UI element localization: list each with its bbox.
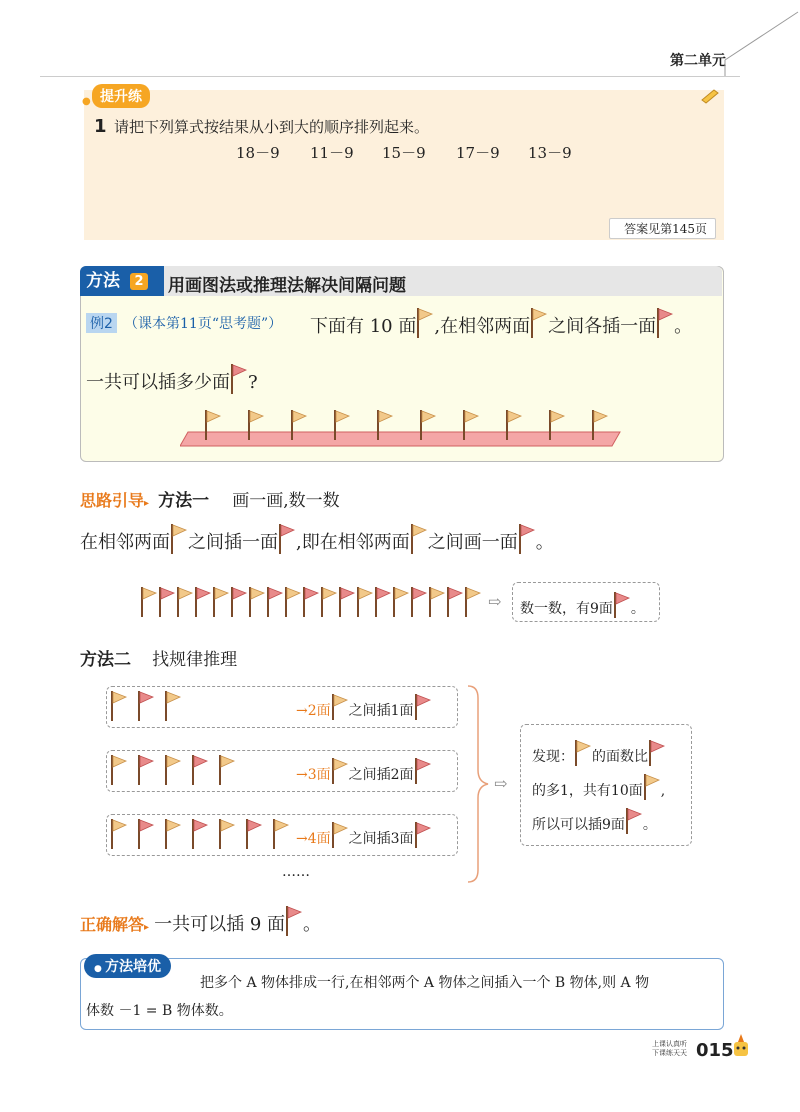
expression: 11－9 [310,144,354,162]
expression: 18－9 [236,144,280,162]
answer-reference[interactable]: 答案见第145页 [609,218,716,239]
method1-heading: 思路引导▸ 方法一 画一画,数一数 [80,491,340,511]
pattern-result-2 [296,758,432,784]
flag-icon [192,755,207,785]
method1-line [80,524,554,554]
finding-line-1 [532,740,666,766]
finding-text: , [660,783,666,799]
practice-badge: 提升练 [92,84,150,108]
unit-title: 第二单元 [670,53,726,69]
example-text: 之间各插一面 [548,316,657,337]
flag-icon [138,755,153,785]
example-text: ,在相邻两面 [434,316,531,337]
tip-label: ● 方法培优 [84,954,171,978]
page-number: 015 [696,1040,734,1061]
flag-icon [192,819,207,849]
example-line-2 [86,364,258,394]
flag-icon [285,906,303,936]
flag-icon [230,364,248,394]
flag-icon [357,587,372,617]
pattern-flags-3 [110,818,310,850]
flag-icon [613,592,631,618]
method2-heading [80,645,237,670]
flag-icon [414,694,432,720]
pattern-count: →4面 [296,831,331,847]
expression: 17－9 [456,144,500,162]
flag-icon [165,755,180,785]
flag-icon [465,587,480,617]
flag-icon [321,587,336,617]
flag-icon [249,587,264,617]
guide-text: 在相邻两面 [80,532,170,553]
flag-icon [416,308,434,338]
flag-icon [141,587,156,617]
question-text: 请把下列算式按结果从小到大的顺序排列起来。 [114,118,430,136]
tip-label-text: 方法培优 [105,959,161,975]
count-label: 。 [630,601,645,617]
guide-text: 。 [535,532,554,553]
pattern-insert: 之间插2面 [348,767,414,783]
flag-icon [625,808,643,834]
method1-desc: 画一画,数一数 [232,491,340,511]
example-text: 。 [674,316,693,337]
guide-text: 之间插一面 [188,532,278,553]
count-label: 数一数，有9面 [520,601,613,617]
brace-icon [464,684,494,884]
pattern-flags-1 [110,690,310,722]
tip-text-1: 把多个 A 物体排成一行,在相邻两个 A 物体之间插入一个 B 物体,则 A 物 [200,975,650,991]
flag-icon [447,587,462,617]
finding-text: 的多1，共有10面 [532,783,643,799]
pattern-insert: 之间插3面 [348,831,414,847]
flag-icon [429,587,444,617]
flag-icon [331,822,349,848]
method1-title: 方法一 [158,491,210,511]
flag-icon [518,524,536,554]
flag-icon [219,755,234,785]
example-label: 例2 [86,313,117,333]
finding-text: 所以可以插9面 [532,817,625,833]
method-title: 用画图法或推理法解决间隔问题 [168,276,406,296]
example-reference: （课本第11页“思考题”） [124,316,283,332]
pattern-result-3 [296,822,432,848]
flag-icon [213,587,228,617]
finding-text: 的面数比 [592,749,648,765]
flag-icon [303,587,318,617]
flag-icon [410,524,428,554]
flag-icon [195,587,210,617]
answer-line: 正确解答▸ 一共可以插 9 面 。 [80,906,321,936]
flag-icon [411,587,426,617]
flag-icon [285,587,300,617]
flag-icon [331,758,349,784]
flag-icon [331,694,349,720]
alternating-flags [140,586,486,618]
arrow-icon: ⇨ [494,774,508,793]
method-two-desc: 找规律推理 [152,650,238,670]
flag-icon [414,822,432,848]
question-number: 1 [94,116,107,137]
badge-dots: ● [82,96,91,107]
guide-text: 之间画一面 [427,532,518,553]
flag-icon [111,691,126,721]
flag-icon [375,587,390,617]
slogan-line: 上课认真听 [652,1040,687,1048]
method-two-title: 方法二 [80,650,131,670]
flag-icon [165,819,180,849]
flag-icon [177,587,192,617]
flag-icon [574,740,592,766]
finding-line-3 [532,808,657,834]
finding-text: 发现： [532,749,574,765]
flag-icon [273,819,288,849]
flag-icon [267,587,282,617]
flag-icon [648,740,666,766]
finding-line-2 [532,774,665,800]
example-text: 一共可以插多少面 [86,372,230,393]
pattern-result-1 [296,694,432,720]
pattern-count: →2面 [296,703,331,719]
flag-icon [138,691,153,721]
flag-icon [414,758,432,784]
flag-row-illustration [180,408,624,450]
footer-slogan [652,1040,687,1058]
arrow-icon: ⇨ [488,592,502,611]
slogan-line: 下课练天天 [652,1049,687,1057]
flag-icon [393,587,408,617]
example-line-1 [310,308,692,338]
flag-icon [339,587,354,617]
flag-icon [656,308,674,338]
expression: 13－9 [528,144,572,162]
flag-icon [170,524,188,554]
pattern-count: →3面 [296,767,331,783]
expression: 15－9 [382,144,426,162]
method-number: 2 [130,273,148,290]
example-text: 下面有 10 面 [310,316,417,337]
flag-icon [165,691,180,721]
tip-text-2: 体数 －1 = B 物体数。 [86,1003,233,1019]
count-text [520,592,645,618]
flag-icon [231,587,246,617]
flag-icon [530,308,548,338]
finding-text: 。 [642,817,657,833]
answer-text: 一共可以插 9 面 [154,914,286,935]
flag-icon [138,819,153,849]
ellipsis: …… [282,864,310,880]
flag-icon [111,819,126,849]
mascot-icon [730,1034,752,1060]
flag-icon [111,755,126,785]
pattern-flags-2 [110,754,310,786]
header-rule [40,76,740,77]
answer-end: 。 [303,914,322,935]
answer-label: 正确解答 [80,915,145,934]
flag-icon [246,819,261,849]
flag-icon [278,524,296,554]
flag-icon [219,819,234,849]
guide-label: 思路引导 [80,491,145,510]
flag-icon [643,774,661,800]
example-text: ? [248,372,258,393]
page-corner-decoration [720,0,800,80]
flag-icon [159,587,174,617]
pencil-icon [700,88,720,104]
pattern-insert: 之间插1面 [348,703,414,719]
guide-text: ,即在相邻两面 [296,532,410,553]
method-label: 方法 [80,266,164,296]
